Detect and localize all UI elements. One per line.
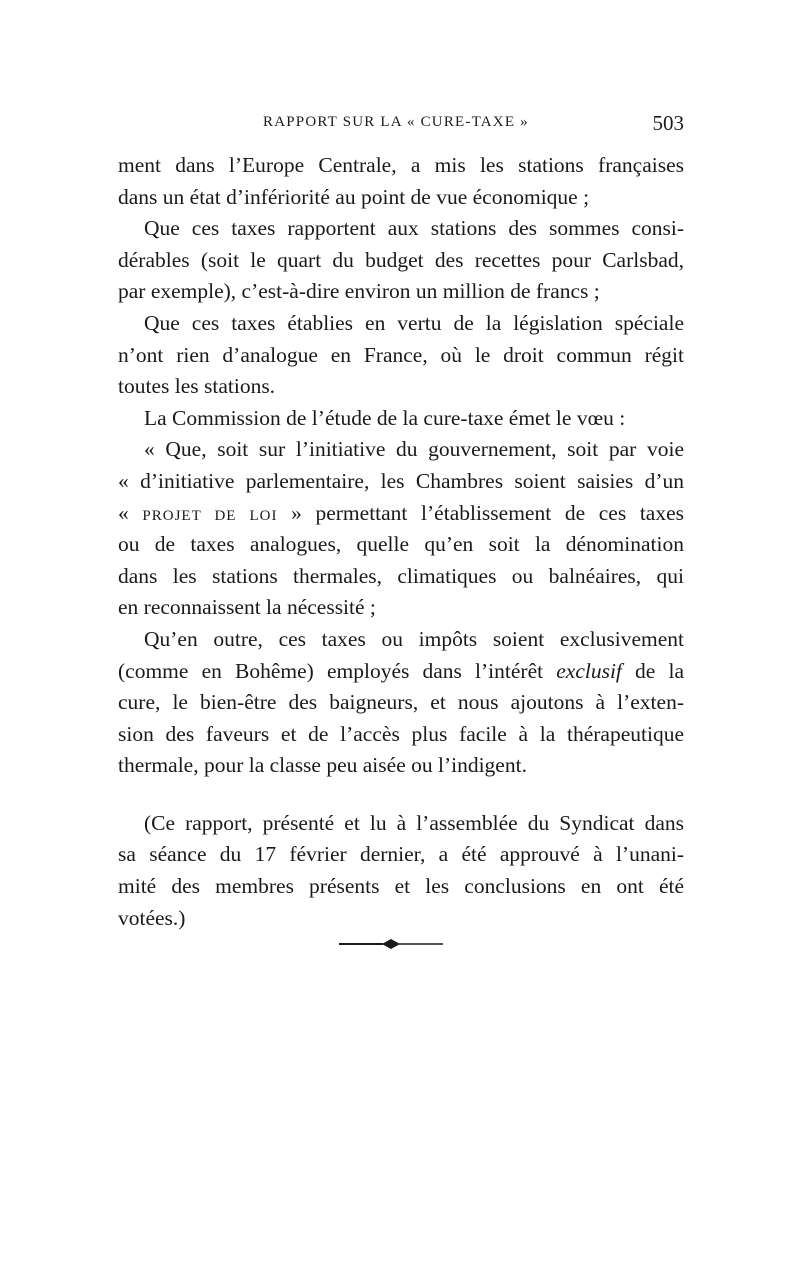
body-text (118, 150, 684, 934)
text-line: thermale, pour la classe peu aisée ou l’indigent. (118, 753, 527, 778)
text-line-mixed (118, 656, 684, 688)
text-line: ou de taxes analogues, quelle qu’en soit la dénomination (118, 532, 684, 557)
text-line: « d’initiative parlementaire, les Chambres soient saisies d’un (118, 468, 684, 493)
text-line: « Que, soit sur l’initiative du gouvernement, soit par voie (144, 437, 684, 462)
text-line: ment dans l’Europe Centrale, a mis les stations françaises (118, 153, 684, 177)
text-line: dans les stations thermales, climatiques ou balnéaires, qui (118, 563, 684, 588)
small-caps-phrase: PROJET DE LOI (142, 507, 278, 524)
text-line: votées.) (118, 905, 186, 930)
text-fragment: « (118, 500, 143, 525)
text-line: La Commission de l’étude de la cure-taxe émet le vœu : (144, 405, 626, 430)
text-line: sion des faveurs et de l’accès plus facile à la thérapeutique (118, 721, 684, 746)
text-line: toutes les stations. (118, 374, 276, 399)
text-line: par exemple), c’est-à-dire environ un million de francs ; (118, 279, 600, 304)
text-fragment: » permettant l’établissement de ces taxes (277, 500, 685, 525)
text-line: mité des membres présents et les conclusions en ont été (118, 874, 684, 899)
running-head (118, 111, 684, 140)
text-fragment: (comme en Bohême) employés dans l’intérêt (118, 658, 557, 683)
text-line: dans un état d’infériorité au point de vue économique ; (118, 184, 590, 209)
running-title: RAPPORT SUR LA « CURE-TAXE » (263, 114, 529, 130)
text-line: cure, le bien-être des baigneurs, et nous ajoutons à l’exten- (118, 690, 684, 715)
text-line: Que ces taxes établies en vertu de la législation spéciale (144, 310, 684, 335)
diamond-rule-ornament-icon (339, 937, 443, 951)
page-number: 503 (652, 111, 684, 135)
text-line: Qu’en outre, ces taxes ou impôts soient exclusivement (144, 626, 684, 651)
text-line: n’ont rien d’analogue en France, où le droit commun régit (118, 342, 684, 367)
text-line: sa séance du 17 février dernier, a été approuvé à l’unani- (118, 842, 684, 867)
text-line: dérables (soit le quart du budget des recettes pour Carlsbad, (118, 247, 684, 272)
text-fragment: de la (621, 658, 684, 683)
text-line: Que ces taxes rapportent aux stations des sommes consi- (144, 216, 684, 241)
paragraph-gap (118, 782, 684, 808)
text-line-mixed (118, 498, 684, 530)
italic-word: exclusif (556, 658, 622, 683)
text-line: (Ce rapport, présenté et lu à l’assemblée du Syndicat dans (144, 810, 684, 835)
text-line: en reconnaissent la nécessité ; (118, 595, 376, 620)
